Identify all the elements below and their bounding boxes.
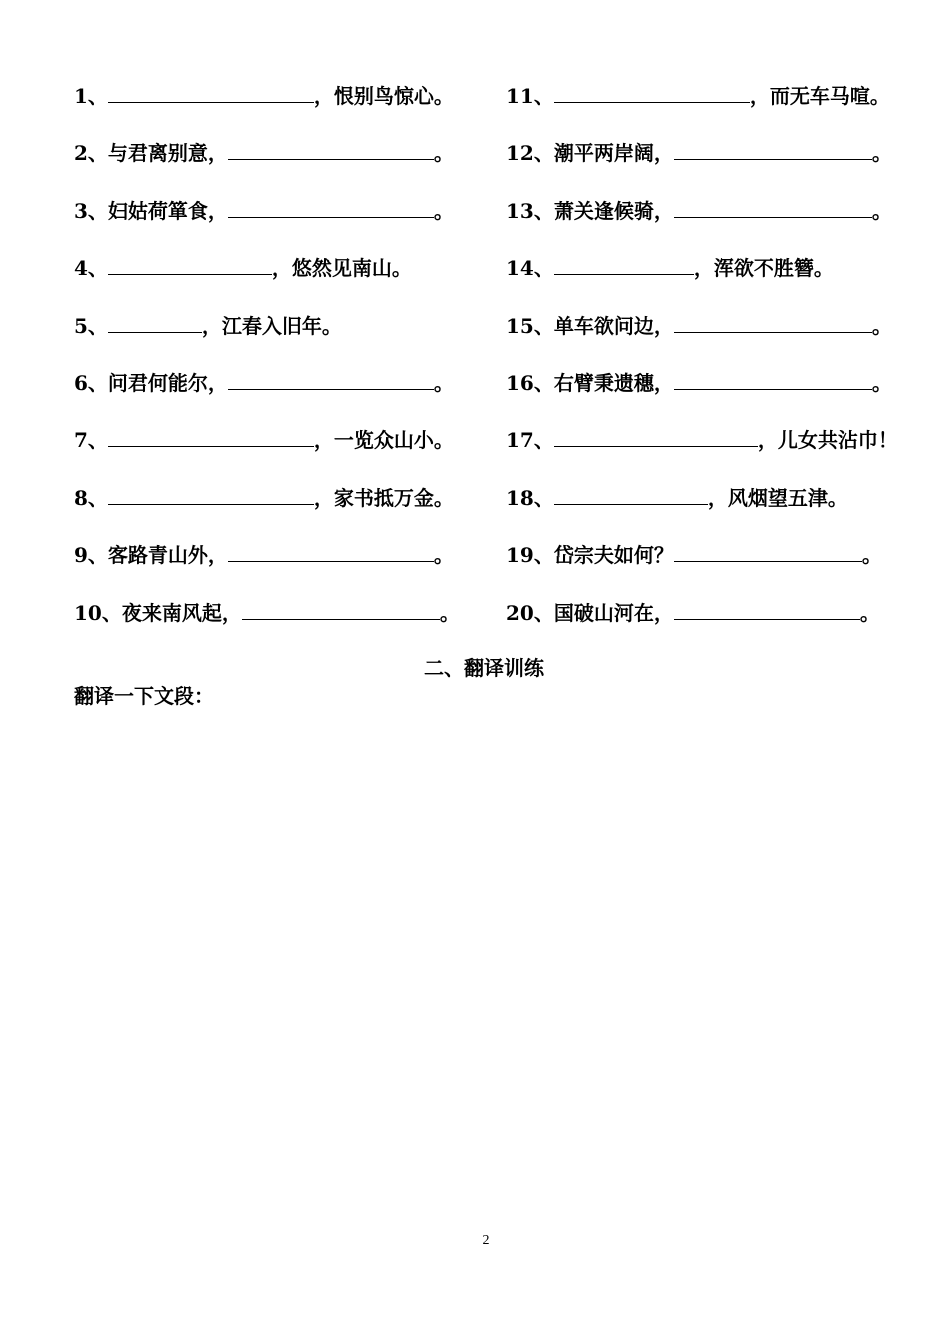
question-number: 18、 <box>506 485 554 510</box>
answer-blank[interactable] <box>554 248 694 275</box>
question-item <box>74 420 474 477</box>
question-text-after: 。 <box>871 141 892 166</box>
answer-blank[interactable] <box>108 248 272 275</box>
question-item <box>506 306 906 363</box>
answer-blank[interactable] <box>108 306 202 333</box>
question-item <box>74 191 474 248</box>
question-text-before: 与君离别意， <box>107 141 228 166</box>
question-item <box>506 535 906 592</box>
question-item <box>74 133 474 190</box>
question-number: 12、 <box>506 141 554 166</box>
question-item <box>74 363 474 420</box>
question-text-after: 。 <box>871 370 892 395</box>
question-number: 5、 <box>74 313 108 338</box>
question-number: 17、 <box>506 428 554 453</box>
question-item <box>74 76 474 133</box>
question-item <box>506 191 906 248</box>
question-number: 2、 <box>74 141 108 166</box>
question-text-before: 客路青山外， <box>107 543 228 568</box>
question-number: 4、 <box>74 256 108 281</box>
question-item <box>74 478 474 535</box>
page-number: 2 <box>482 1233 490 1248</box>
answer-blank[interactable] <box>674 593 860 620</box>
question-text-after: ，恨别鸟惊心。 <box>313 84 454 108</box>
question-number: 14、 <box>506 256 554 281</box>
question-number: 8、 <box>74 485 108 510</box>
question-text-after: ，而无车马喧。 <box>749 84 890 108</box>
question-text-after: ，悠然见南山。 <box>271 256 412 281</box>
question-text-after: ，风烟望五津。 <box>707 485 848 510</box>
question-item <box>74 535 474 592</box>
answer-blank[interactable] <box>228 191 434 218</box>
section-title: 二、翻译训练 <box>424 656 544 680</box>
question-number: 10、 <box>74 600 122 625</box>
answer-blank[interactable] <box>674 191 872 218</box>
question-item <box>506 76 906 133</box>
question-number: 13、 <box>506 198 554 223</box>
question-number: 3、 <box>74 198 108 223</box>
answer-blank[interactable] <box>554 420 758 447</box>
question-number: 1、 <box>74 84 108 108</box>
answer-blank[interactable] <box>554 478 708 505</box>
question-text-before: 潮平两岸阔， <box>553 141 674 166</box>
instruction-text: 翻译一下文段： <box>74 684 214 708</box>
question-number: 15、 <box>506 313 554 338</box>
question-item <box>74 306 474 363</box>
answer-blank[interactable] <box>228 535 434 562</box>
question-text-after: 。 <box>433 543 454 568</box>
question-number: 6、 <box>74 370 108 395</box>
question-text-before: 单车欲问边， <box>553 313 674 338</box>
answer-blank[interactable] <box>108 76 314 103</box>
answer-blank[interactable] <box>674 363 872 390</box>
question-text-before: 右臂秉遗穗， <box>553 370 674 395</box>
questions-left-column <box>74 76 474 650</box>
answer-blank[interactable] <box>674 306 872 333</box>
answer-blank[interactable] <box>228 363 434 390</box>
question-item <box>506 248 906 305</box>
question-text-after: 。 <box>439 600 460 625</box>
question-text-after: ，家书抵万金。 <box>313 485 454 510</box>
question-text-after: 。 <box>871 313 892 338</box>
answer-blank[interactable] <box>554 76 750 103</box>
question-text-after: 。 <box>871 198 892 223</box>
question-text-after: ，浑欲不胜簪。 <box>693 256 834 281</box>
question-text-after: ，一览众山小。 <box>313 428 454 453</box>
answer-blank[interactable] <box>674 133 872 160</box>
question-text-before: 国破山河在， <box>553 600 674 625</box>
answer-blank[interactable] <box>242 593 440 620</box>
question-text-after: 。 <box>433 370 454 395</box>
question-item <box>506 133 906 190</box>
question-number: 19、 <box>506 543 554 568</box>
question-item <box>74 248 474 305</box>
questions-right-column <box>506 76 906 650</box>
question-number: 16、 <box>506 370 554 395</box>
question-item <box>506 363 906 420</box>
question-text-before: 问君何能尔， <box>107 370 228 395</box>
question-text-after: ，江春入旧年。 <box>201 313 342 338</box>
question-text-before: 夜来南风起， <box>121 600 242 625</box>
answer-blank[interactable] <box>228 133 434 160</box>
question-number: 11、 <box>506 84 554 108</box>
question-number: 20、 <box>506 600 554 625</box>
question-item <box>506 593 906 650</box>
question-text-after: 。 <box>433 198 454 223</box>
question-item <box>74 593 474 650</box>
question-text-before: 岱宗夫如何？ <box>553 543 674 568</box>
question-item <box>506 478 906 535</box>
question-text-after: ，儿女共沾巾！ <box>757 428 898 453</box>
question-number: 7、 <box>74 428 108 453</box>
question-text-after: 。 <box>861 543 882 568</box>
question-number: 9、 <box>74 543 108 568</box>
question-text-before: 妇姑荷箪食， <box>107 198 228 223</box>
question-item <box>506 420 906 477</box>
answer-blank[interactable] <box>674 535 862 562</box>
answer-blank[interactable] <box>108 478 314 505</box>
answer-blank[interactable] <box>108 420 314 447</box>
question-text-after: 。 <box>433 141 454 166</box>
question-text-before: 萧关逢候骑， <box>553 198 674 223</box>
question-text-after: 。 <box>859 600 880 625</box>
